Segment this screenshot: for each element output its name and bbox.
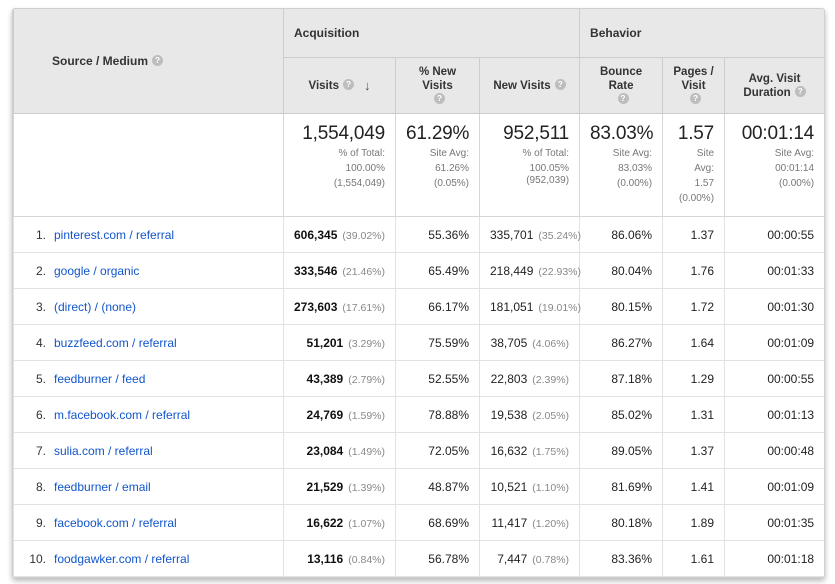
row-visits — [284, 361, 396, 397]
row-dimension — [14, 253, 284, 289]
row-source-link[interactable]: buzzfeed.com / referral — [54, 335, 177, 350]
row-new-visits-pct-value: (1.75%) — [532, 445, 570, 458]
table-row — [14, 253, 825, 289]
table-row — [14, 469, 825, 505]
row-pages-per-visit: 1.29 — [663, 361, 725, 397]
header-group-row — [14, 9, 825, 58]
help-icon[interactable]: ? — [795, 86, 806, 97]
row-visits — [284, 289, 396, 325]
row-new-visits-pct-value: (2.39%) — [532, 373, 570, 386]
summary-pages-per-visit-sub-1: Site — [696, 148, 715, 159]
row-new-visits-pct: 48.87% — [396, 469, 480, 505]
row-new-visits-pct-value: (2.05%) — [532, 409, 570, 422]
row-pages-per-visit: 1.61 — [663, 541, 725, 577]
help-icon[interactable]: ? — [690, 93, 701, 104]
summary-bounce-rate-sub-2: 83.03% — [618, 163, 653, 174]
help-icon[interactable]: ? — [434, 93, 445, 104]
row-new-visits-pct: 75.59% — [396, 325, 480, 361]
row-new-visits-value: 19,538 — [490, 407, 528, 422]
row-bounce-rate: 83.36% — [580, 541, 663, 577]
table-header — [14, 9, 825, 114]
row-avg-visit-duration: 00:00:55 — [725, 361, 825, 397]
row-new-visits — [480, 217, 580, 253]
row-visits-value: 21,529 — [306, 479, 344, 494]
row-pages-per-visit: 1.37 — [663, 217, 725, 253]
row-bounce-rate: 81.69% — [580, 469, 663, 505]
row-dimension — [14, 325, 284, 361]
help-icon[interactable]: ? — [555, 79, 566, 90]
row-visits-value: 273,603 — [294, 299, 338, 314]
table-row — [14, 289, 825, 325]
summary-visits-value: 1,554,049 — [302, 123, 385, 144]
row-visits-value: 333,546 — [294, 263, 338, 278]
summary-new-visits-pct — [396, 114, 480, 217]
help-icon[interactable]: ? — [618, 93, 629, 104]
row-new-visits — [480, 469, 580, 505]
summary-avg-visit-duration — [725, 114, 825, 217]
row-bounce-rate: 80.18% — [580, 505, 663, 541]
row-new-visits-value: 335,701 — [490, 227, 534, 242]
row-visits-pct: (17.61%) — [342, 301, 385, 314]
row-visits — [284, 253, 396, 289]
row-new-visits — [480, 253, 580, 289]
row-visits-value: 606,345 — [294, 227, 338, 242]
row-visits — [284, 541, 396, 577]
row-visits — [284, 505, 396, 541]
row-new-visits-pct: 72.05% — [396, 433, 480, 469]
acquisition-group-label: Acquisition — [294, 26, 360, 40]
row-visits-value: 13,116 — [307, 551, 344, 566]
column-header-bounce-rate[interactable] — [580, 58, 663, 114]
column-header-bounce-rate-label: Bounce Rate — [599, 65, 643, 92]
row-bounce-rate: 86.06% — [580, 217, 663, 253]
row-new-visits-value: 218,449 — [490, 263, 534, 278]
row-new-visits-pct-value: (1.10%) — [532, 481, 570, 494]
row-pages-per-visit: 1.89 — [663, 505, 725, 541]
summary-new-visits-sub-1: % of Total: — [522, 148, 570, 159]
row-avg-visit-duration: 00:01:30 — [725, 289, 825, 325]
summary-bounce-rate-value: 83.03% — [590, 123, 654, 144]
row-new-visits-pct: 68.69% — [396, 505, 480, 541]
row-new-visits-pct-value: (19.01%) — [538, 301, 581, 314]
row-visits-value: 43,389 — [306, 371, 344, 386]
summary-new-visits-pct-sub-1: Site Avg: — [429, 148, 469, 159]
row-new-visits-pct-value: (4.06%) — [532, 337, 570, 350]
row-new-visits-value: 38,705 — [490, 335, 528, 350]
dimension-header-cell — [14, 9, 284, 114]
column-header-new-visits-pct[interactable] — [396, 58, 480, 114]
row-new-visits — [480, 325, 580, 361]
sort-descending-icon[interactable]: ↓ — [363, 78, 371, 93]
row-avg-visit-duration: 00:01:18 — [725, 541, 825, 577]
table-row — [14, 541, 825, 577]
row-visits-pct: (39.02%) — [342, 229, 385, 242]
summary-avg-visit-duration-value: 00:01:14 — [741, 123, 815, 144]
analytics-table-panel — [12, 8, 825, 578]
summary-visits-sub-2: 100.00% — [345, 163, 385, 174]
row-source-link[interactable]: facebook.com / referral — [54, 515, 177, 530]
row-new-visits-value: 11,417 — [491, 515, 528, 530]
column-header-visits[interactable] — [284, 58, 396, 114]
row-visits-pct: (1.07%) — [348, 517, 385, 530]
acquisition-report-table — [13, 9, 825, 577]
row-pages-per-visit: 1.72 — [663, 289, 725, 325]
dimension-header-label: Source / Medium — [52, 54, 149, 68]
row-index: 6. — [35, 407, 46, 422]
row-bounce-rate: 85.02% — [580, 397, 663, 433]
row-new-visits — [480, 433, 580, 469]
row-source-link[interactable]: m.facebook.com / referral — [54, 407, 191, 422]
row-avg-visit-duration: 00:01:33 — [725, 253, 825, 289]
summary-pages-per-visit-sub-4: (0.00%) — [679, 193, 715, 204]
row-visits-value: 16,622 — [306, 515, 344, 530]
table-row — [14, 217, 825, 253]
summary-bounce-rate-sub-3: (0.00%) — [617, 178, 653, 189]
row-index: 7. — [35, 443, 46, 458]
row-source-link[interactable]: feedburner / feed — [54, 371, 146, 386]
summary-bounce-rate — [580, 114, 663, 217]
row-new-visits — [480, 289, 580, 325]
row-visits-pct: (1.59%) — [348, 409, 385, 422]
row-dimension — [14, 397, 284, 433]
row-dimension — [14, 505, 284, 541]
row-visits — [284, 397, 396, 433]
summary-row — [14, 114, 825, 217]
row-new-visits-pct-value: (22.93%) — [538, 265, 581, 278]
row-source-link[interactable]: foodgawker.com / referral — [54, 551, 190, 566]
summary-new-visits-pct-value: 61.29% — [406, 123, 470, 144]
row-bounce-rate: 86.27% — [580, 325, 663, 361]
help-icon[interactable]: ? — [343, 79, 354, 90]
row-avg-visit-duration: 00:01:09 — [725, 325, 825, 361]
row-index: 3. — [35, 299, 46, 314]
row-pages-per-visit: 1.37 — [663, 433, 725, 469]
row-index: 10. — [29, 551, 46, 566]
column-header-new-visits-pct-label: % New Visits — [418, 65, 457, 92]
row-new-visits-pct-value: (0.78%) — [532, 553, 570, 566]
row-dimension — [14, 361, 284, 397]
row-bounce-rate: 80.04% — [580, 253, 663, 289]
row-source-link[interactable]: (direct) / (none) — [54, 299, 137, 314]
row-new-visits-pct: 78.88% — [396, 397, 480, 433]
row-source-link[interactable]: google / organic — [54, 263, 140, 278]
row-visits — [284, 325, 396, 361]
row-visits-pct: (21.46%) — [342, 265, 385, 278]
row-new-visits-value: 16,632 — [490, 443, 528, 458]
summary-new-visits — [480, 114, 580, 217]
row-visits-value: 24,769 — [306, 407, 344, 422]
behavior-group-label: Behavior — [590, 26, 642, 40]
summary-new-visits-pct-sub-3: (0.05%) — [433, 178, 469, 189]
row-visits — [284, 217, 396, 253]
column-header-avg-visit-duration-label: Avg. Visit Duration — [743, 72, 801, 99]
summary-avg-visit-duration-sub-2: 00:01:14 — [775, 163, 815, 174]
row-index: 8. — [35, 479, 46, 494]
row-avg-visit-duration: 00:01:35 — [725, 505, 825, 541]
row-new-visits-pct: 55.36% — [396, 217, 480, 253]
behavior-group-header — [580, 9, 825, 58]
row-bounce-rate: 87.18% — [580, 361, 663, 397]
acquisition-group-header — [284, 9, 580, 58]
summary-avg-visit-duration-sub-3: (0.00%) — [779, 178, 815, 189]
column-header-pages-per-visit[interactable] — [663, 58, 725, 114]
help-icon[interactable]: ? — [152, 55, 163, 66]
column-header-new-visits[interactable] — [480, 58, 580, 114]
row-pages-per-visit: 1.41 — [663, 469, 725, 505]
row-bounce-rate: 89.05% — [580, 433, 663, 469]
row-dimension — [14, 541, 284, 577]
summary-pages-per-visit-value: 1.57 — [677, 123, 715, 144]
row-source-link[interactable]: feedburner / email — [54, 479, 151, 494]
row-new-visits-pct: 56.78% — [396, 541, 480, 577]
row-pages-per-visit: 1.76 — [663, 253, 725, 289]
summary-new-visits-value: 952,511 — [503, 123, 570, 144]
row-visits — [284, 433, 396, 469]
row-new-visits-value: 181,051 — [490, 299, 534, 314]
row-dimension — [14, 289, 284, 325]
row-dimension — [14, 433, 284, 469]
row-new-visits-pct: 66.17% — [396, 289, 480, 325]
column-header-pages-per-visit-label: Pages / Visit — [673, 65, 714, 92]
column-header-avg-visit-duration[interactable] — [725, 58, 825, 114]
row-visits-value: 23,084 — [306, 443, 344, 458]
summary-blank-cell — [14, 114, 284, 217]
table-row — [14, 361, 825, 397]
summary-visits-sub-3: (1,554,049) — [333, 178, 385, 189]
row-visits-pct: (1.39%) — [348, 481, 385, 494]
row-visits-pct: (0.84%) — [348, 553, 385, 566]
row-index: 2. — [35, 263, 46, 278]
row-pages-per-visit: 1.31 — [663, 397, 725, 433]
row-new-visits — [480, 397, 580, 433]
column-header-new-visits-label: New Visits — [493, 79, 551, 92]
row-index: 4. — [35, 335, 46, 350]
table-row — [14, 397, 825, 433]
summary-visits — [284, 114, 396, 217]
row-avg-visit-duration: 00:00:55 — [725, 217, 825, 253]
row-new-visits — [480, 505, 580, 541]
row-avg-visit-duration: 00:01:09 — [725, 469, 825, 505]
summary-avg-visit-duration-sub-1: Site Avg: — [774, 148, 815, 159]
row-new-visits-value: 10,521 — [490, 479, 528, 494]
row-new-visits-pct-value: (35.24%) — [538, 229, 581, 242]
row-bounce-rate: 80.15% — [580, 289, 663, 325]
row-index: 5. — [35, 371, 46, 386]
summary-new-visits-pct-sub-2: 61.26% — [435, 163, 469, 174]
row-new-visits-pct-value: (1.20%) — [532, 517, 570, 530]
table-row — [14, 505, 825, 541]
column-header-visits-label: Visits — [308, 80, 339, 92]
row-source-link[interactable]: pinterest.com / referral — [54, 227, 175, 242]
row-new-visits — [480, 541, 580, 577]
row-new-visits-pct: 52.55% — [396, 361, 480, 397]
row-visits-pct: (3.29%) — [348, 337, 385, 350]
row-visits — [284, 469, 396, 505]
row-new-visits-pct: 65.49% — [396, 253, 480, 289]
row-avg-visit-duration: 00:00:48 — [725, 433, 825, 469]
summary-pages-per-visit — [663, 114, 725, 217]
row-source-link[interactable]: sulia.com / referral — [54, 443, 153, 458]
table-row — [14, 325, 825, 361]
row-visits-pct: (2.79%) — [348, 373, 385, 386]
row-visits-value: 51,201 — [306, 335, 344, 350]
table-body — [14, 114, 825, 577]
row-index: 1. — [35, 227, 46, 242]
summary-visits-sub-1: % of Total: — [338, 148, 385, 159]
row-pages-per-visit: 1.64 — [663, 325, 725, 361]
row-index: 9. — [35, 515, 46, 530]
summary-pages-per-visit-sub-3: 1.57 — [694, 178, 715, 189]
row-dimension — [14, 469, 284, 505]
table-row — [14, 433, 825, 469]
row-new-visits-value: 22,803 — [490, 371, 528, 386]
row-visits-pct: (1.49%) — [348, 445, 385, 458]
summary-pages-per-visit-sub-2: Avg: — [694, 163, 715, 174]
row-new-visits-value: 7,447 — [497, 551, 528, 566]
row-dimension — [14, 217, 284, 253]
row-avg-visit-duration: 00:01:13 — [725, 397, 825, 433]
summary-new-visits-sub-2: 100.05% (952,039) — [526, 163, 570, 186]
row-new-visits — [480, 361, 580, 397]
summary-bounce-rate-sub-1: Site Avg: — [612, 148, 653, 159]
